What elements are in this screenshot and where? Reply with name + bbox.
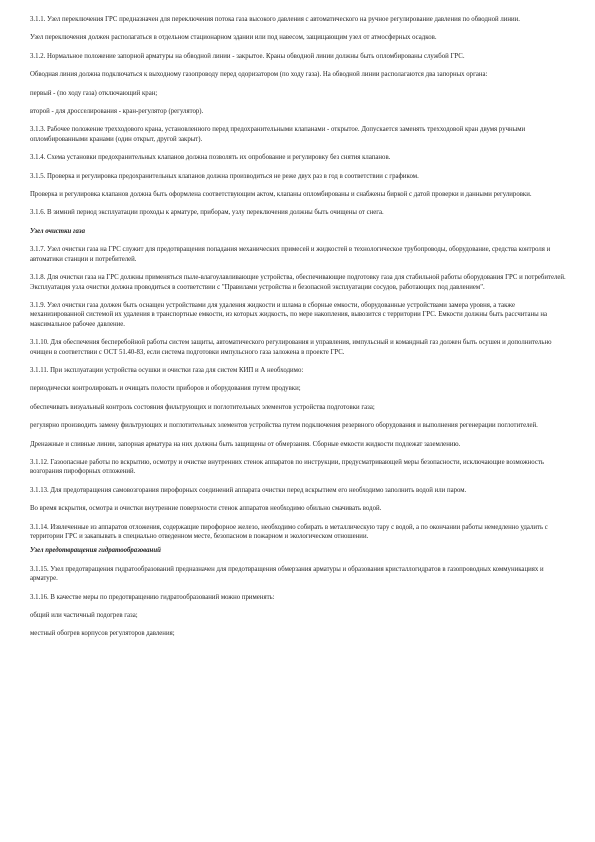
- paragraph-element-replacement: регулярно производить замену фильтрующих и поглотительных элементов устройства путем подключения резервного оборудования и выполнения регенерации поглотителей.: [30, 422, 538, 430]
- paragraph-3-1-8: 3.1.8. Для очистки газа на ГРС должны применяться пыле-влагоулавливающие устройства, обеспечивающие подготовку газа для стабильной работы оборудования ГРС и потребителей. Эксплуатация узла очистки должна проводиться в соответствии с "Правилами устройства и безопасной эксплуатации сосудов, работающих под давлением".: [30, 274, 566, 291]
- section-heading-hydrate-prevention: Узел предотвращения гидратообразований: [30, 547, 161, 555]
- section-heading-gas-cleaning: Узел очистки газа: [30, 227, 85, 235]
- paragraph-3-1-14: 3.1.14. Извлеченные из аппаратов отложения, содержащие пирофорное железо, необходимо собирать в металлическую тару с водой, а по окончании работы немедленно удалить с территории ГРС и закапывать в специально отведенном месте, безопасном в пожарном и экологическом отношении.: [30, 523, 548, 540]
- paragraph-3-1-13: 3.1.13. Для предотвращения самовозгорания пирофорных соединений аппарата очистки перед вскрытием его необходимо заполнить водой или паром.: [30, 486, 467, 494]
- paragraph-regulator-heating: местный обогрев корпусов регуляторов давления;: [30, 630, 175, 638]
- paragraph-second-valve: второй - для дросселирования - кран-регулятор (регулятор).: [30, 108, 204, 116]
- paragraph-drain-lines: Дренажные и сливные линии, запорная арматура на них должны быть защищены от обмерзания. Сборные емкости жидкости подлежат заземлению.: [30, 440, 461, 448]
- paragraph-3-1-11: 3.1.11. При эксплуатации устройства осушки и очистки газа для систем КИП и А необходимо:: [30, 366, 304, 374]
- paragraph-gas-heating: общий или частичный подогрев газа;: [30, 612, 138, 620]
- paragraph-bypass-line: Обводная линия должна подключаться к выходному газопроводу перед одоризатором (по ходу газа). На обводной линии располагаются два запорных органа:: [30, 71, 488, 79]
- paragraph-3-1-2: 3.1.2. Нормальное положение запорной арматуры на обводной линии - закрытое. Краны обводной линии должны быть опломбированы службой ГРС.: [30, 52, 465, 60]
- paragraph-valve-check-act: Проверка и регулировка клапанов должна быть оформлена соответствующим актом, клапаны опломбированы и снабжены биркой с датой проверки и данными регулировки.: [30, 191, 532, 199]
- paragraph-3-1-9: 3.1.9. Узел очистки газа должен быть оснащен устройствами для удаления жидкости и шлама в сборные емкости, оборудованные устройствами замера уровня, а также механизированной системой их удаления в транспортные емкости, из которых жидкость, по мере накопления, вывозится с территории ГРС. Емкости должны быть рассчитаны на максимальное рабочее давление.: [30, 301, 548, 328]
- paragraph-3-1-15: 3.1.15. Узел предотвращения гидратообразований предназначен для предотвращения обмерзания арматуры и образования кристаллогидратов в газопроводных коммуникациях и арматуре.: [30, 565, 544, 583]
- paragraph-3-1-5: 3.1.5. Проверка и регулировка предохранительных клапанов должна производиться не реже двух раз в год в соответствии с графиком.: [30, 172, 419, 180]
- paragraph-visual-control: обеспечивать визуальный контроль состояния фильтрующих и поглотительных элементов устройства подготовки газа;: [30, 403, 375, 411]
- paragraph-wet-walls: Во время вскрытия, осмотра и очистки внутренние поверхности стенок аппаратов необходимо обильно смачивать водой.: [30, 505, 382, 513]
- document-page: [30, 12, 570, 639]
- paragraph-3-1-6: 3.1.6. В зимний период эксплуатации проходы к арматуре, приборам, узлу переключения должны быть очищены от снега.: [30, 209, 384, 217]
- paragraph-purge-control: периодически контролировать и очищать полости приборов и оборудования путем продувки;: [30, 385, 301, 393]
- paragraph-3-1-12: 3.1.12. Газоопасные работы по вскрытию, осмотру и очистке внутренних стенок аппаратов по инструкции, предусматривающей меры безопасности, исключающие возможность возгорания пирофорных отложений.: [30, 458, 544, 476]
- paragraph-3-1-4: 3.1.4. Схема установки предохранительных клапанов должна позволять их опробование и регулировку без снятия клапанов.: [30, 154, 391, 162]
- paragraph-3-1-1: 3.1.1. Узел переключения ГРС предназначен для переключения потока газа высокого давления с автоматического на ручное регулирование давления по обводной линии.: [30, 16, 520, 23]
- paragraph-3-1-16: 3.1.16. В качестве меры по предотвращению гидратообразований можно применять:: [30, 593, 275, 601]
- paragraph-3-1-7: 3.1.7. Узел очистки газа на ГРС служит для предотвращения попадания механических примесей и жидкостей в технологическое трубопроводы, оборудование, средства контроля и автоматики станции и потребителей.: [30, 246, 551, 263]
- paragraph-3-1-10: 3.1.10. Для обеспечения бесперебойной работы систем защиты, автоматического регулирования и управления, импульсный и командный газ должен быть осушен и дополнительно очищен в соответствии с ОСТ 51.40-83, если система подготовки импульсного газа заложена в проекте ГРС.: [30, 339, 552, 356]
- paragraph-3-1-3: 3.1.3. Рабочее положение трехходового крана, установленного перед предохранительными клапанами - открытое. Допускается заменять трехходовой кран двумя ручными опломбированными кранами (один открыт, другой закрыт).: [30, 126, 526, 143]
- paragraph-location: Узел переключения должен располагаться в отдельном стационарном здании или под навесом, защищающим узел от атмосферных осадков.: [30, 34, 437, 42]
- paragraph-first-valve: первый - (по ходу газа) отключающий кран;: [30, 89, 158, 97]
